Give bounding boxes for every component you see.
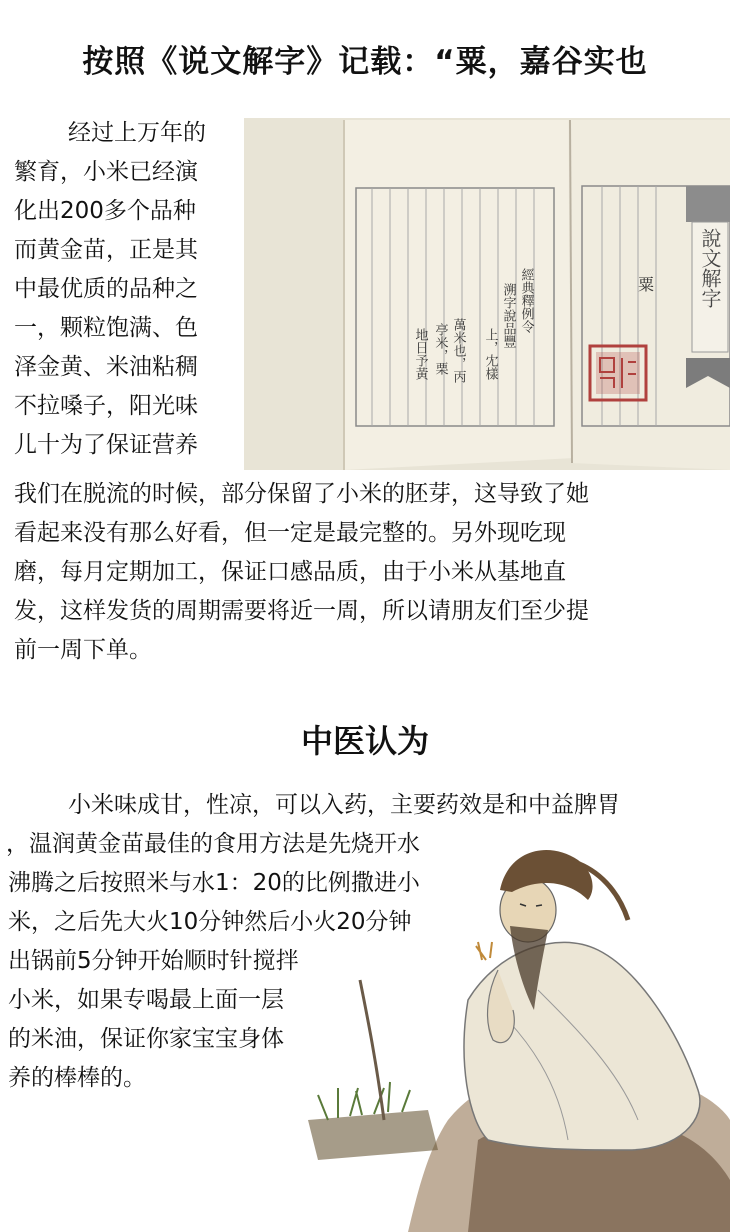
text-line: 磨，每月定期加工，保证口感品质，由于小米从基地直 (14, 559, 566, 585)
text-line: 一，颗粒饱满、色 (14, 315, 198, 341)
text-line: 米，之后先大火10分钟然后小火20分钟 (8, 909, 412, 935)
shuowen-book-image (244, 118, 730, 470)
book-column-text: 亭米，栗 (432, 323, 448, 375)
book-center-char: 粟 (638, 275, 655, 294)
book-column-text: 萬米也，丙 (450, 318, 466, 383)
text-line: 小米味成甘，性凉，可以入药，主要药效是和中益脾胃 (68, 792, 620, 818)
book-column-text: 地日予黃 (412, 328, 428, 380)
text-line: 发，这样发货的周期需要将近一周，所以请朋友们至少提 (14, 598, 589, 624)
book-cover-title: 說文解字 (698, 228, 722, 308)
text-line: 儿十为了保证营养 (14, 432, 198, 458)
text-line: 我们在脱流的时候，部分保留了小米的胚芽，这导致了她 (14, 481, 589, 507)
text-line: 的米油，保证你家宝宝身体 (8, 1026, 284, 1052)
text-line: 出锅前5分钟开始顺时针搅拌 (8, 948, 299, 974)
text-line: ，温润黄金苗最佳的食用方法是先烧开水 (6, 831, 420, 857)
text-line: 化出200多个品种 (14, 198, 196, 224)
book-column-text: 經典釋例令 (518, 268, 534, 333)
text-line: 而黄金苗，正是其 (14, 237, 198, 263)
text-line: 繁育，小米已经演 (14, 159, 198, 185)
text-line: 不拉嗓子，阳光味 (14, 393, 198, 419)
text-line: 看起来没有那么好看，但一定是最完整的。另外现吃现 (14, 520, 566, 546)
book-column-text: 上，冘樣 (482, 328, 498, 380)
text-line: 小米，如果专喝最上面一层 (8, 987, 284, 1013)
text-line: 经过上万年的 (68, 120, 206, 146)
text-line: 泽金黄、米油粘稠 (14, 354, 198, 380)
text-line: 中最优质的品种之 (14, 276, 198, 302)
book-column-text: 溯字說品豐 (500, 283, 516, 348)
text-line: 前一周下单。 (14, 637, 152, 663)
section-title-tcm: 中医认为 (300, 722, 429, 760)
section-title-shuowen: 按照《说文解字》记载：“粟，嘉谷实也 (82, 44, 648, 80)
text-line: 养的棒棒的。 (8, 1065, 146, 1091)
text-line: 沸腾之后按照米与水1：20的比例撒进小 (8, 870, 420, 896)
